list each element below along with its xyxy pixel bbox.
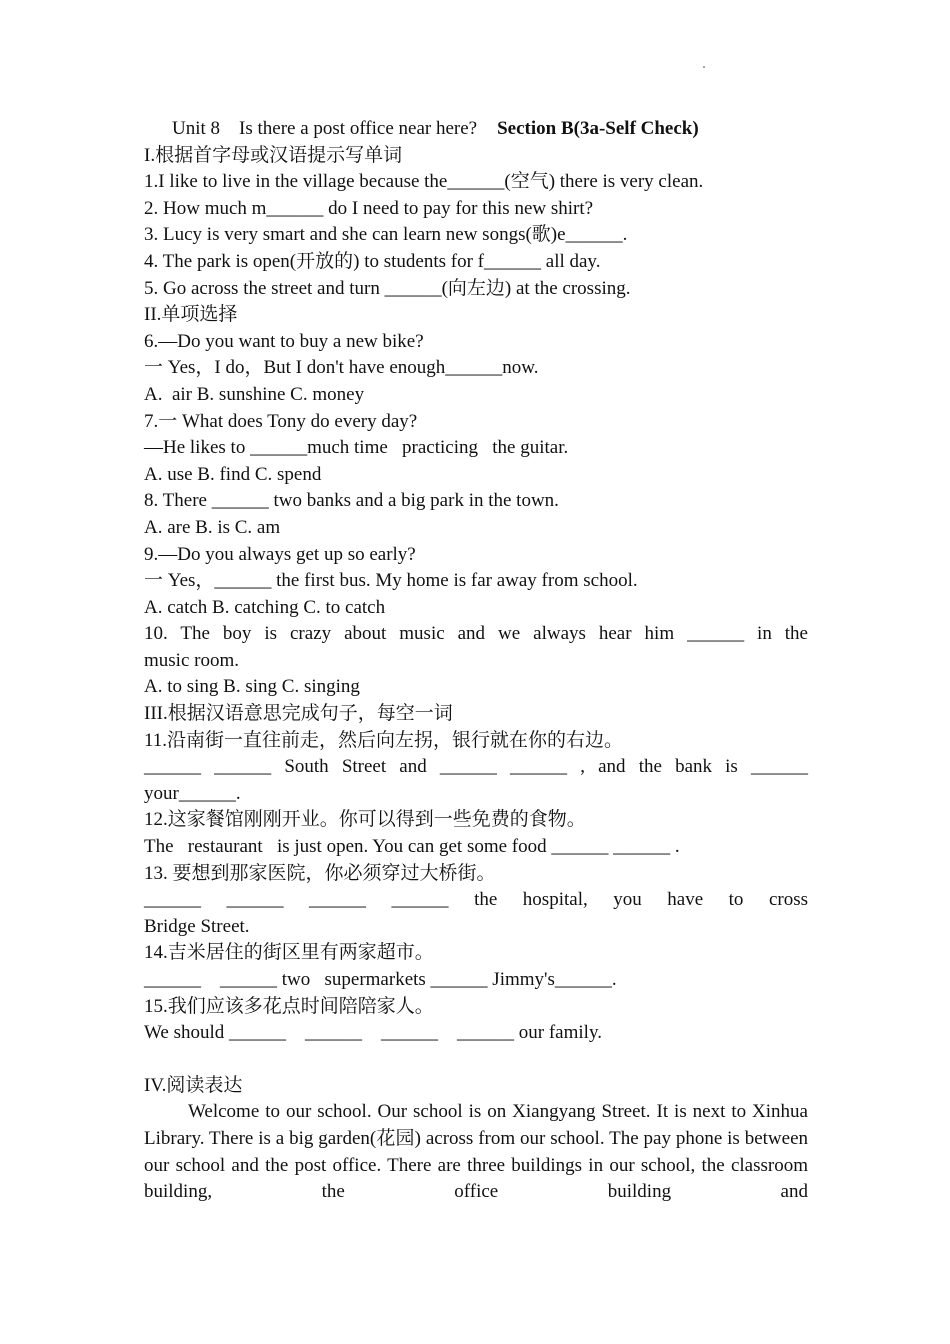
question-2: 2. How much m______ do I need to pay for this new shirt? <box>144 197 594 219</box>
question-5: 5. Go across the street and turn ______(向左边) at the crossing. <box>144 277 631 299</box>
question-15-blanks: We should ______ ______ ______ ______ our family. <box>144 1022 602 1044</box>
question-13-chinese: 13. 要想到那家医院，你必须穿过大桥街。 <box>144 862 496 884</box>
section-title: Section B(3a-Self Check) <box>497 118 699 139</box>
part3-heading: III.根据汉语意思完成句子，每空一词 <box>144 703 453 725</box>
worksheet <box>144 116 808 1206</box>
question-13-blanks-cont: Bridge Street. <box>144 915 250 937</box>
question-12-chinese: 12.这家餐馆刚刚开业。你可以得到一些免费的食物。 <box>144 809 586 831</box>
question-7-options: A. use B. find C. spend <box>144 463 322 485</box>
question-3: 3. Lucy is very smart and she can learn new songs(歌)e______. <box>144 224 628 246</box>
question-11-blanks-cont: your______. <box>144 782 241 804</box>
question-1: 1.I like to live in the village because the______(空气) there is very clean. <box>144 171 704 193</box>
question-11-blanks: ______ ______ South Street and ______ ______ , and the bank is ______ <box>144 756 808 778</box>
section-gap <box>144 1047 808 1073</box>
stray-dot <box>703 66 705 68</box>
part4-heading: IV.阅读表达 <box>144 1074 243 1096</box>
question-10-stem-cont: music room. <box>144 649 239 671</box>
question-7-answer: —He likes to ______much time practicing the guitar. <box>144 437 569 459</box>
part2-heading: II.单项选择 <box>144 304 238 326</box>
unit-title: Unit 8 Is there a post office near here? <box>172 118 478 139</box>
reading-passage: Welcome to our school. Our school is on Xiangyang Street. It is next to Xinhua Library. There is a big garden(花园) across from our school. The pay phone is between our school and the post office. There are three buildings in our school, the classroom building, the office building and <box>144 1101 808 1203</box>
question-10-options: A. to sing B. sing C. singing <box>144 676 360 698</box>
page-title <box>144 116 808 143</box>
question-12-blanks: The restaurant is just open. You can get some food ______ ______ . <box>144 836 680 858</box>
question-9-stem: 9.—Do you always get up so early? <box>144 543 416 565</box>
question-15-chinese: 15.我们应该多花点时间陪陪家人。 <box>144 995 434 1017</box>
part1-heading: I.根据首字母或汉语提示写单词 <box>144 144 403 166</box>
question-9-answer: 一 Yes，______ the first bus. My home is far away from school. <box>144 570 638 592</box>
question-13-blanks: ______ ______ ______ ______ the hospital, you have to cross <box>144 889 808 911</box>
question-11-chinese: 11.沿南街一直往前走，然后向左拐，银行就在你的右边。 <box>144 729 624 751</box>
question-4: 4. The park is open(开放的) to students for f______ all day. <box>144 250 601 272</box>
question-14-chinese: 14.吉米居住的街区里有两家超市。 <box>144 942 434 964</box>
question-8-stem: 8. There ______ two banks and a big park in the town. <box>144 490 559 512</box>
question-14-blanks: ______ ______ two supermarkets ______ Jimmy's______. <box>144 969 617 990</box>
question-8-options: A. are B. is C. am <box>144 516 281 538</box>
question-6-options: A. air B. sunshine C. money <box>144 383 365 405</box>
question-6-answer: 一 Yes，I do，But I don't have enough______now. <box>144 357 539 379</box>
question-9-options: A. catch B. catching C. to catch <box>144 596 386 618</box>
question-10-stem: 10. The boy is crazy about music and we always hear him ______ in the <box>144 623 808 645</box>
question-6-stem: 6.—Do you want to buy a new bike? <box>144 330 424 352</box>
question-7-stem: 7.一 What does Tony do every day? <box>144 410 418 432</box>
